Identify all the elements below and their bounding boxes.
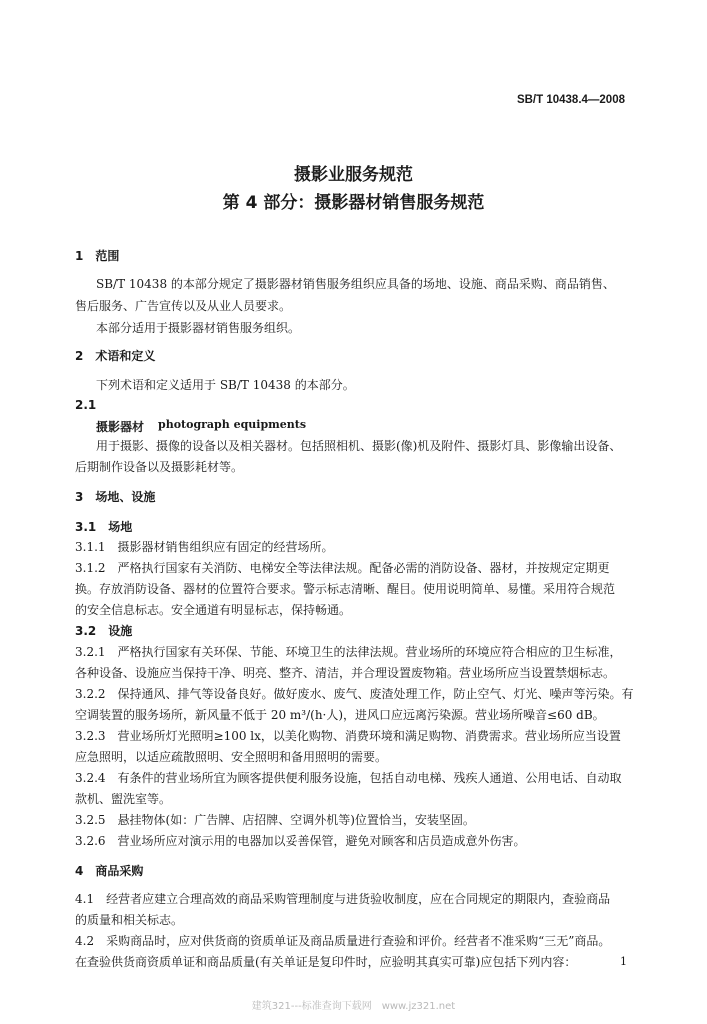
clause: 应急照明，以适应疏散照明、安全照明和备用照明的需要。 <box>75 750 388 764</box>
paragraph: 下列术语和定义适用于 SB/T 10438 的本部分。 <box>96 378 355 392</box>
document-title: 摄影业服务规范 <box>294 165 413 185</box>
clause-number: 2.1 <box>75 398 97 412</box>
clause: 3.2.1 严格执行国家有关环保、节能、环境卫生的法律法规。营业场所的环境应符合相应的卫生标准， <box>75 645 622 659</box>
document-subtitle: 第 4 部分：摄影器材销售服务规范 <box>222 193 485 213</box>
standard-number: SB/T 10438.4—2008 <box>516 94 625 106</box>
clause: 3.2.2 保持通风、排气等设备良好。做好废水、废气、废渣处理工作，防止空气、灯光、噪声等污染。有 <box>75 687 634 701</box>
clause: 的质量和相关标志。 <box>75 913 184 927</box>
definition: 后期制作设备以及摄影耗材等。 <box>75 460 244 474</box>
clause: 各种设备、设施应当保持干净、明亮、整齐、清洁，并合理设置废物箱。营业场所应当设置禁烟标志。 <box>75 666 616 680</box>
clause: 4.2 采购商品时，应对供货商的资质单证及商品质量进行查验和评价。经营者不准采购“三无”商品。 <box>75 934 611 948</box>
term-chinese: 摄影器材 <box>96 420 145 434</box>
subsection-heading: 3.2 设施 <box>75 624 133 638</box>
section-1-heading: 1 范围 <box>75 249 120 263</box>
subsection-heading: 3.1 场地 <box>75 520 133 534</box>
section-4-heading: 4 商品采购 <box>75 864 144 878</box>
clause: 的安全信息标志。安全通道有明显标志，保持畅通。 <box>75 603 352 617</box>
clause: 换。存放消防设备、器材的位置符合要求。警示标志清晰、醒目。使用说明简单、易懂。采用符合规范 <box>75 582 616 596</box>
clause: 空调装置的服务场所，新风量不低于 20 m³/(h·人)，进风口应远离污染源。营业场所噪音≤60 dB。 <box>75 708 605 722</box>
paragraph: 售后服务、广告宣传以及从业人员要求。 <box>75 299 292 313</box>
clause: 款机、盥洗室等。 <box>75 792 172 806</box>
clause: 3.1.1 摄影器材销售组织应有固定的经营场所。 <box>75 540 334 554</box>
term-english: photograph equipments <box>158 418 307 431</box>
clause: 3.2.5 悬挂物体(如：广告牌、店招牌、空调外机等)位置恰当，安装坚固。 <box>75 813 475 827</box>
clause: 在查验供货商资质单证和商品质量(有关单证是复印件时，应验明其真实可靠)应包括下列内容： <box>75 955 577 969</box>
section-3-heading: 3 场地、设施 <box>75 490 156 504</box>
clause: 3.2.4 有条件的营业场所宜为顾客提供便利服务设施，包括自动电梯、残疾人通道、公用电话、自动取 <box>75 771 622 785</box>
clause: 3.2.3 营业场所灯光照明≥100 lx，以美化购物、消费环境和满足购物、消费需求。营业场所应当设置 <box>75 729 621 743</box>
paragraph: SB/T 10438 的本部分规定了摄影器材销售服务组织应具备的场地、设施、商品采购、商品销售、 <box>96 277 615 291</box>
clause: 3.2.6 营业场所应对演示用的电器加以妥善保管，避免对顾客和店员造成意外伤害。 <box>75 834 526 848</box>
watermark: 建筑321---标准查询下载网 www.jz321.net <box>251 1001 456 1012</box>
paragraph: 本部分适用于摄影器材销售服务组织。 <box>96 321 301 335</box>
page-number: 1 <box>620 955 627 968</box>
clause: 4.1 经营者应建立合理高效的商品采购管理制度与进货验收制度，应在合同规定的期限内，查验商品 <box>75 892 611 906</box>
section-2-heading: 2 术语和定义 <box>75 349 156 363</box>
definition: 用于摄影、摄像的设备以及相关器材。包括照相机、摄影(像)机及附件、摄影灯具、影像输出设备、 <box>96 439 622 453</box>
clause: 3.1.2 严格执行国家有关消防、电梯安全等法律法规。配备必需的消防设备、器材，并按规定定期更 <box>75 561 610 575</box>
